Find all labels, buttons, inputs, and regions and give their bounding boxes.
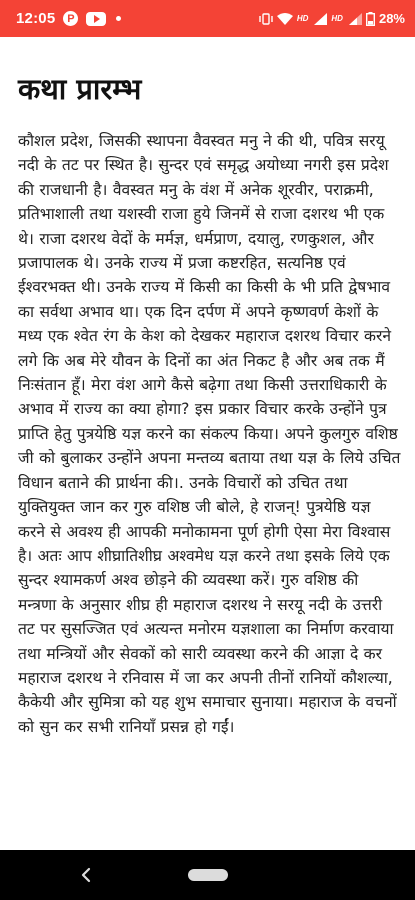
notification-dot-icon — [116, 16, 121, 21]
network-hd-label-1: HD — [296, 14, 309, 23]
battery-percent: 28% — [378, 11, 405, 26]
p-app-icon: P — [63, 11, 78, 26]
status-bar — [0, 0, 415, 37]
signal-icon-2 — [349, 13, 362, 25]
status-left-group — [16, 10, 121, 27]
wifi-icon — [277, 13, 293, 25]
status-right-group — [259, 11, 405, 26]
youtube-icon — [86, 12, 106, 26]
chevron-left-icon — [80, 867, 92, 883]
status-time: 12:05 — [16, 10, 56, 27]
home-pill-icon[interactable] — [188, 869, 228, 881]
signal-icon-1 — [314, 13, 327, 25]
back-button[interactable] — [75, 864, 97, 886]
navigation-bar — [0, 850, 415, 900]
battery-icon — [366, 12, 375, 26]
vibrate-icon — [259, 13, 273, 25]
page-title: कथा प्रारम्भ — [18, 72, 142, 106]
story-body-text: कौशल प्रदेश, जिसकी स्थापना वैवस्वत मनु ने की थी, पवित्र सरयू नदी के तट पर स्थित है। सुन्दर एवं समृद्ध अयोध्या नगरी इस प्रदेश की राजधानी है। वैवस्वत मनु के वंश में अनेक शूरवीर, पराक्रमी, प्रतिभाशाली तथा यशस्वी राजा हुये जिनमें से राजा दशरथ भी एक थे। राजा दशरथ वेदों के मर्मज्ञ, धर्मप्राण, दयालु, रणकुशल, और प्रजापालक थे। उनके राज्य में प्रजा कष्टरहित, सत्यनिष्ठ एवं ईश्वरभक्त थी। उनके राज्य में किसी का किसी के भी प्रति द्वेषभाव का सर्वथा अभाव था। एक दिन दर्पण में अपने कृष्णवर्ण केशों के मध्य एक श्वेत रंग के केश को देखकर महाराज दशरथ विचार करने लगे कि अब मेरे यौवन के दिनों का अंत निकट है और अब तक मैं निःसंतान हूँ। मेरा वंश आगे कैसे बढ़ेगा तथा किसी उत्तराधिकारी के अभाव में राज्य का क्या होगा? इस प्रकार विचार करके उन्होंने पुत्र प्राप्ति हेतु पुत्रयेष्ठि यज्ञ करने का संकल्प किया। अपने कुलगुरु वशिष्ठ जी को बुलाकर उन्होंने अपना मन्तव्य बताया तथा यज्ञ के लिये उचित विधान बताने की प्रार्थना की।. उनके विचारों को उचित तथा युक्तियुक्त जान कर गुरु वशिष्ठ जी बोले, हे राजन्! पुत्रयेष्ठि यज्ञ करने से अवश्य ही आपकी मनोकामना पूर्ण होगी ऐसा मेरा विश्वास है। अतः आप शीघ्रातिशीघ्र अश्वमेध यज्ञ करने तथा इसके लिये एक सुन्दर श्यामकर्ण अश्व छोड़ने की व्यवस्था करें। गुरु वशिष्ठ की मन्त्रणा के अनुसार शीघ्र ही महाराज दशरथ ने सरयू नदी के उत्तरी तट पर सुसज्जित एवं अत्यन्त मनोरम यज्ञशाला का निर्माण करवाया तथा मन्त्रियों और सेवकों को सारी व्यवस्था करने की आज्ञा दे कर महाराज दशरथ ने रनिवास में जा कर अपनी तीनों रानियों कौशल्या, कैकेयी और सुमित्रा को यह शुभ समाचार सुनाया। महाराज के वचनों को सुन कर सभी रानियाँ प्रसन्न हो गईं। — [18, 132, 401, 736]
network-hd-label-2: HD — [331, 14, 343, 23]
story-content[interactable] — [0, 37, 415, 850]
